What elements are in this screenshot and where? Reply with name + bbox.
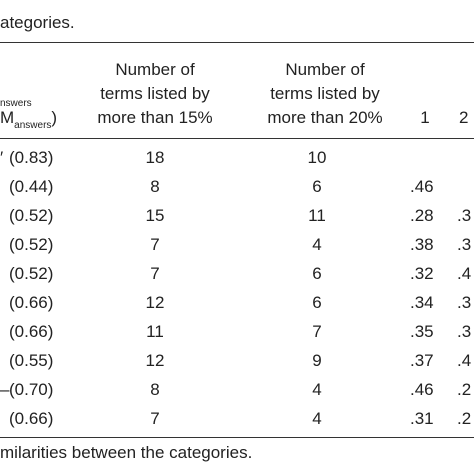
cell-col2: 4 <box>312 235 322 254</box>
cell-col3: .37 <box>410 351 434 370</box>
header-col2-line2: terms listed by <box>270 84 380 103</box>
header-rule <box>0 138 474 139</box>
top-rule <box>0 42 474 43</box>
cell-col1: 12 <box>145 351 165 370</box>
row-label: (0.55) <box>9 351 54 370</box>
header-col1-line3: more than 15% <box>97 108 213 127</box>
cell-col1: 12 <box>145 293 165 312</box>
row-label: (0.52) <box>9 264 54 283</box>
cell-col3: .35 <box>410 322 434 341</box>
header-col0-line2 <box>0 108 57 131</box>
cell-col2: 4 <box>312 380 322 399</box>
header-col0-letter: M <box>0 108 15 127</box>
cell-col1: 7 <box>150 235 160 254</box>
cell-col1: 11 <box>146 322 164 341</box>
cell-col4: .3 <box>457 206 472 225</box>
cell-col4: .2 <box>457 409 472 428</box>
cell-col3: .46 <box>410 380 434 399</box>
cell-col3: .38 <box>410 235 434 254</box>
table-footnote: milarities between the categories. <box>0 443 253 462</box>
cell-col4: .2 <box>457 380 472 399</box>
row-label: (0.83) <box>9 148 54 167</box>
cell-col3: .28 <box>410 206 434 225</box>
header-col3: 1 <box>420 108 430 127</box>
cell-col4: .4 <box>457 351 472 370</box>
cell-col4: .3 <box>457 322 472 341</box>
row-label-prefix: – <box>0 380 10 399</box>
header-col1-line2: terms listed by <box>100 84 210 103</box>
row-label: (0.66) <box>9 409 54 428</box>
cell-col1: 7 <box>150 264 160 283</box>
header-col0-line1: nswers <box>0 98 32 109</box>
header-col0-paren: ) <box>51 108 58 127</box>
cell-col4: .3 <box>457 235 472 254</box>
cell-col2: 10 <box>307 148 327 167</box>
cell-col2: 6 <box>312 177 322 196</box>
cell-col3: .34 <box>410 293 434 312</box>
row-label-prefix: ′ <box>0 148 4 167</box>
cell-col1: 7 <box>150 409 160 428</box>
cell-col2: 9 <box>312 351 322 370</box>
cell-col1: 15 <box>145 206 165 225</box>
row-label: (0.44) <box>9 177 54 196</box>
cell-col2: 4 <box>312 409 322 428</box>
cell-col1: 8 <box>150 380 160 399</box>
row-label: (0.52) <box>9 235 54 254</box>
cell-col1: 8 <box>150 177 160 196</box>
cell-col2: 6 <box>312 264 322 283</box>
cell-col4: .3 <box>457 293 472 312</box>
header-col4: 2 <box>459 108 469 127</box>
row-label: (0.66) <box>9 322 54 341</box>
cell-col3: .31 <box>410 409 434 428</box>
row-label: (0.52) <box>9 206 54 225</box>
header-col1-line1: Number of <box>115 60 195 79</box>
table-caption: ategories. <box>0 13 75 32</box>
cell-col1: 18 <box>145 148 165 167</box>
row-label: (0.70) <box>9 380 54 399</box>
cell-col2: 6 <box>312 293 322 312</box>
cell-col4: .4 <box>457 264 472 283</box>
bottom-rule <box>0 437 474 438</box>
header-col2-line3: more than 20% <box>267 108 383 127</box>
header-col0-subscript: answers <box>14 120 52 131</box>
row-label: (0.66) <box>9 293 54 312</box>
header-col2-line1: Number of <box>285 60 365 79</box>
cell-col2: 11 <box>308 206 326 225</box>
cell-col3: .46 <box>410 177 434 196</box>
cell-col2: 7 <box>312 322 322 341</box>
cell-col3: .32 <box>410 264 434 283</box>
